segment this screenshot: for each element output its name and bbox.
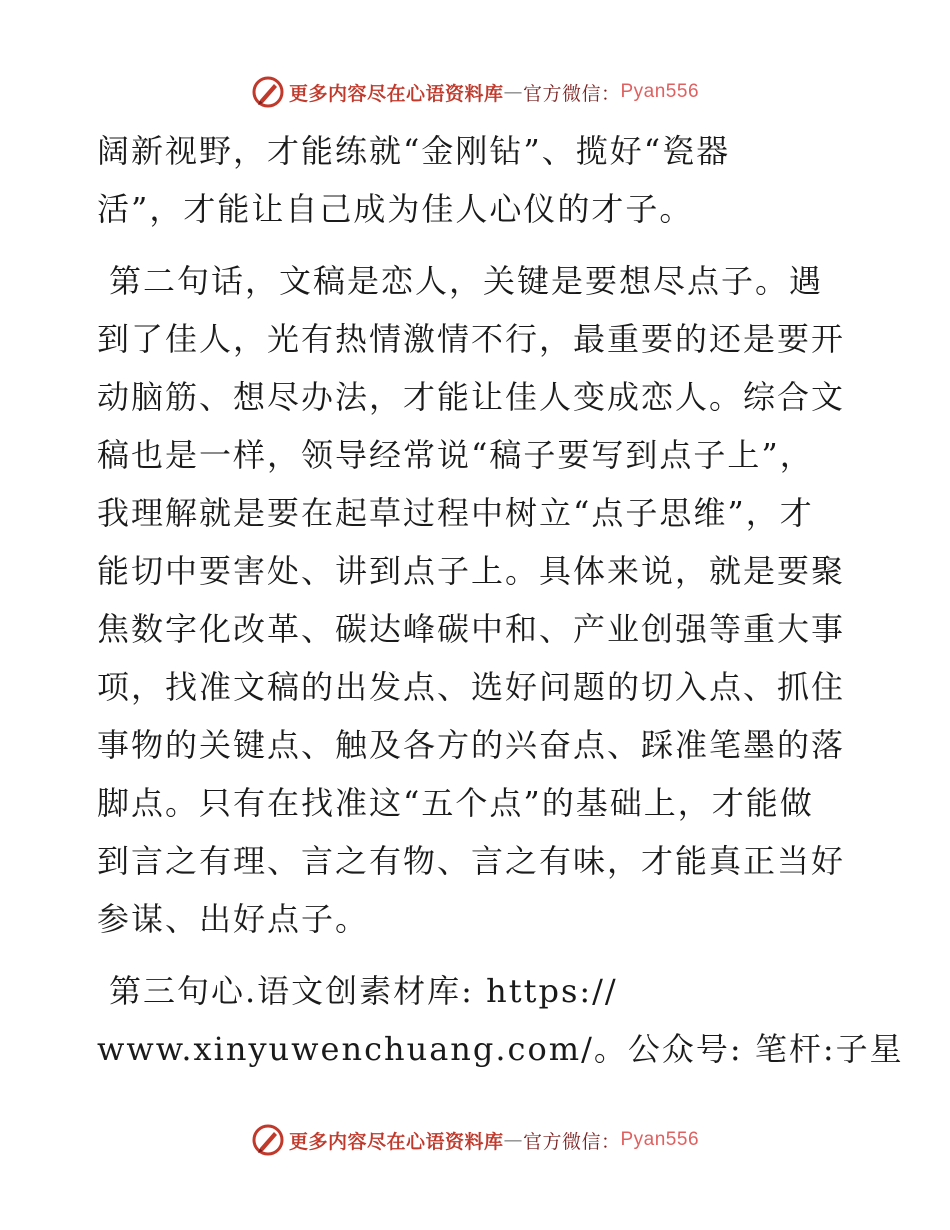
text-line: 我理解就是要在起草过程中树立“点子思维”，才: [97, 494, 814, 532]
banner-wechat-id: Pyan556: [620, 1129, 700, 1150]
text-line: www.xinyuwenchuang.com/。公众号: 笔杆:子星: [97, 1030, 904, 1068]
banner-wechat-label: 官方微信：: [522, 82, 621, 105]
footer-watermark: [0, 1120, 950, 1160]
text-line: 项，找准文稿的出发点、选好问题的切入点、抓住: [97, 668, 846, 706]
text-line: 稿也是一样，领导经常说“稿子要写到点子上”，: [97, 436, 814, 474]
text-line: 能切中要害处、讲到点子上。具体来说，就是要聚: [97, 552, 846, 590]
header-watermark: [0, 72, 950, 112]
pen-logo-icon: [251, 75, 285, 109]
banner-main-text: 更多内容尽在心语资料库: [288, 1130, 504, 1153]
banner-wechat-label: 官方微信：: [522, 1130, 621, 1153]
text-line: 事物的关键点、触及各方的兴奋点、踩准笔墨的落: [97, 726, 846, 764]
banner-main-text: 更多内容尽在心语资料库: [288, 82, 504, 105]
paragraph-2: [97, 252, 857, 948]
paragraph-1: [97, 122, 857, 238]
document-body: [97, 122, 904, 1078]
banner-dash: —: [503, 81, 523, 103]
banner-dash: —: [503, 1129, 523, 1151]
pen-logo-icon: [251, 1123, 285, 1157]
paragraph-3: [97, 962, 904, 1078]
text-line: 参谋、出好点子。: [97, 900, 370, 938]
text-line: 焦数字化改革、碳达峰碳中和、产业创强等重大事: [97, 610, 846, 648]
text-line: 脚点。只有在找准这“五个点”的基础上，才能做: [97, 784, 814, 822]
text-line: 活”，才能让自己成为佳人心仪的才子。: [97, 190, 694, 228]
text-line: 到了佳人，光有热情激情不行，最重要的还是要开: [97, 320, 846, 358]
text-line: 第三句心.语文创素材库: https://: [109, 972, 618, 1010]
text-line: 阔新视野，才能练就“金刚钻”、揽好“瓷器: [97, 132, 731, 170]
text-line: 动脑筋、想尽办法，才能让佳人变成恋人。综合文: [97, 378, 846, 416]
text-line: 第二句话，文稿是恋人，关键是要想尽点子。遇: [109, 262, 824, 300]
banner-wechat-id: Pyan556: [620, 81, 700, 102]
text-line: 到言之有理、言之有物、言之有味，才能真正当好: [97, 842, 846, 880]
